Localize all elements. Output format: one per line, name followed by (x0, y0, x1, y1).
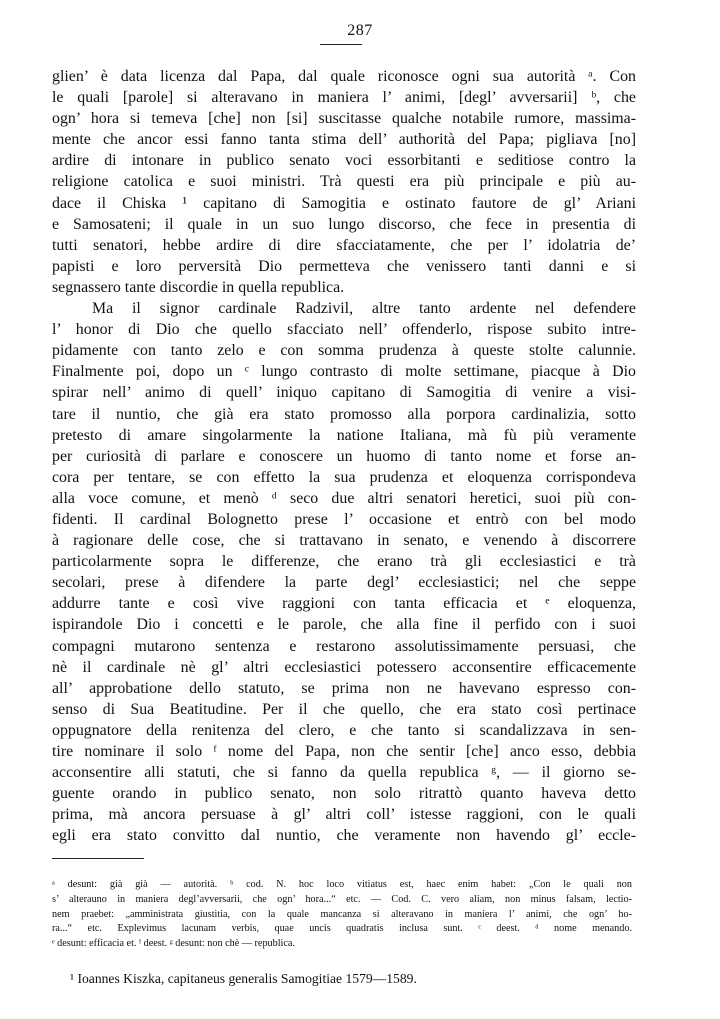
text-line: per curiosità di parlare e conoscere un huomo di tanto nome et forse an- (52, 447, 636, 465)
text-line: egli era stato convitto dal nuntio, che veramente non havendo gl’ eccle- (52, 827, 636, 845)
text-line: dace il Chiska ¹ capitano di Samogitia e ostinato fautore de gl’ Ariani (52, 194, 636, 212)
text-line: Ma il signor cardinale Radzivil, altre tanto ardente nel defendere (92, 300, 636, 318)
text-line: alla voce comune, et menò ᵈ seco due altri senatori heretici, suoi più con- (52, 489, 636, 507)
text-line: tutti senatori, hebbe ardire di dire sfacciatamente, che per l’ idolatria de’ (52, 236, 636, 254)
page-number-underline (320, 44, 362, 45)
text-line: guente orando in publico senato, non solo ritrattò quanto haveva detto (52, 785, 636, 803)
apparatus-line: nem praebet: „amministrata giustitia, con la quale mancanza si alteravano in maniera l’ animi, che ogn’ ho- (52, 908, 632, 920)
text-line: mente che ancor essi fanno tanta stima dell’ authorità del Papa; pigliava [no] (52, 131, 636, 149)
text-line: cora per tentare, se con effetto la sua prudenza et eloquenza corrispondeva (52, 468, 636, 486)
apparatus-line: ᵃ desunt: già già — autorità. ᵇ cod. N. hoc loco vitiatus est, haec enim habet: „Con le quali non (52, 879, 632, 890)
text-line: spirar nell’ animo di quell’ iniquo capitano di Samogitia di venire a visi- (52, 384, 636, 402)
text-line: glien’ è data licenza dal Papa, dal quale riconosce ogni sua autorità ᵃ. Con (52, 68, 636, 85)
text-line: fidenti. Il cardinal Bolognetto prese l’ occasione et entrò con bel modo (52, 510, 636, 528)
numbered-footnote: ¹ Ioannes Kiszka, capitaneus generalis Samogitiae 1579—1589. (70, 971, 417, 986)
text-line: oppugnatore della renitenza del clero, e che tanto si scandalizzava in sen- (52, 721, 636, 739)
text-line: ogn’ hora si temeva [che] non [si] suscitasse qualche notabile rumore, massima- (52, 110, 636, 128)
text-line: addurre tante e così vive raggioni con tanta efficacia et ᵉ eloquenza, (52, 595, 636, 613)
apparatus-line: ᵉ desunt: efficacia et. ᶠ deest. ᵍ desunt: non chè — republica. (52, 938, 295, 950)
text-line: le quali [parole] si alteravano in maniera l’ animi, [degl’ avversarii] ᵇ, che (52, 89, 636, 107)
text-line: prima, mà ancora persuase à gl’ altri coll’ istesse raggioni, con le quali (52, 806, 636, 824)
text-line: l’ honor di Dio che quello sfacciato nell’ offenderlo, rispose subito intre- (52, 321, 636, 339)
text-line: pidamente con tanto zelo e con somma prudenza à queste stolte calunnie. (52, 342, 636, 360)
text-line: nè il cardinale nè gl’ altri ecclesiastici potessero acconsentire efficacemente (52, 658, 636, 676)
critical-apparatus (52, 878, 632, 952)
page-number: 287 (347, 22, 373, 39)
apparatus-line: s’ alterauno in maniera degl’avversarii, che ogn’ hora...“ etc. — Cod. C. vero aliam, non minus falsam, lectio- (52, 893, 632, 905)
text-line: acconsentire alli statuti, che si fanno da quella republica ᵍ, — il giorno se- (52, 764, 636, 782)
text-line: e Samosateni; il quale in un suo lungo discorso, che fece in presentia di (52, 215, 636, 233)
text-line: à ragionare delle cose, che si trattavano in senato, e venendo à discorrere (52, 532, 636, 550)
body-text (52, 66, 636, 846)
text-line: Finalmente poi, dopo un ᶜ lungo contrasto di molte settimane, piacque à Dio (52, 363, 636, 381)
footnote-separator (52, 858, 144, 859)
text-line: compagni mutarono sentenza e restarono assolutissimamente persuasi, che (52, 637, 636, 655)
text-line: pretesto di amare singolarmente la natione Italiana, mà fù più veramente (52, 426, 636, 444)
text-line: all’ approbatione dello statuto, se prima non ne havevano espresso con- (52, 679, 636, 697)
text-line: particolarmente sopra le differenze, che erano trà gli ecclesiastici e trà (52, 553, 636, 571)
text-line: secolari, prese à difendere la parte degl’ ecclesiastici; nel che seppe (52, 574, 636, 592)
text-line: segnassero tante discordie in quella republica. (52, 278, 345, 296)
text-line: ispirandole Dio i concetti e le parole, che alla fine il perfido con i suoi (52, 616, 636, 634)
text-line: religione catolica e suoi ministri. Trà questi era più principale e più au- (52, 173, 636, 191)
text-line: tire nominare il solo ᶠ nome del Papa, non che sentir [che] anco esso, debbia (52, 743, 636, 760)
text-line: ardire di intonare in publico senato voci essorbitanti e seditiose contro la (52, 152, 636, 170)
text-line: tare il nuntio, che già era stato promosso alla porpora cardinalizia, sotto (52, 405, 636, 423)
text-line: senso di Sua Beatitudine. Per il che quello, che era stato così pertinace (52, 700, 636, 718)
text-line: papisti e loro perversità Dio permetteva che venissero tanti danni e si (52, 257, 636, 275)
apparatus-line: ra...“ etc. Explevimus lacunam verbis, quae uncis quadratis inclusa sunt. ᶜ deest. ᵈ nome menando. (52, 923, 632, 935)
